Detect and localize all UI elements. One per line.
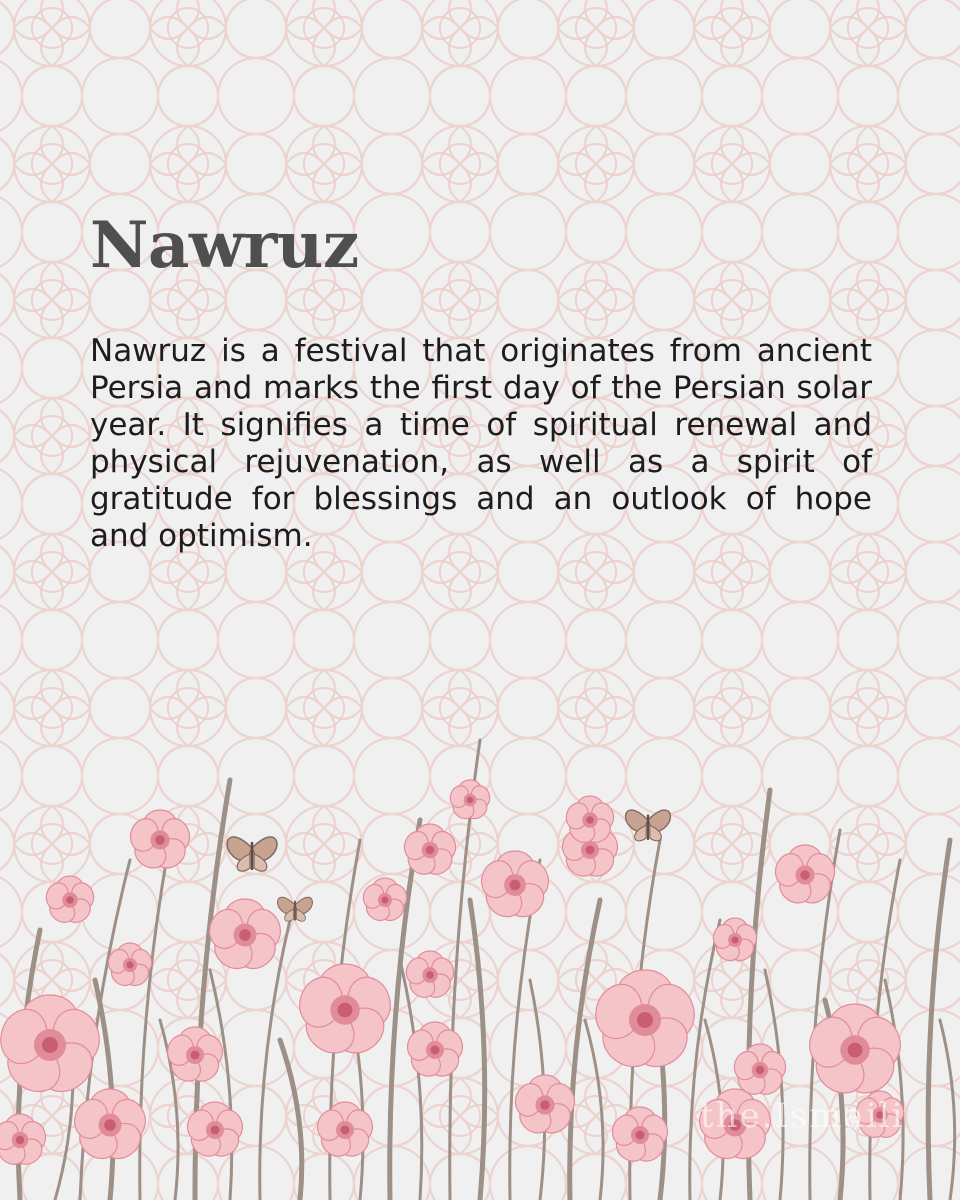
brand-watermark: the.Ismaili [700,1096,905,1136]
grass-stem [390,820,420,1200]
pink-flower [293,964,396,1062]
grass-stem [585,1020,603,1200]
pink-flower [126,810,193,874]
grass-stem [940,1020,955,1200]
butterfly-icon [626,810,671,841]
pink-flower [477,851,553,923]
butterfly-icon [278,897,313,921]
butterfly-icon [227,837,277,871]
grass-stem [470,900,485,1200]
pink-flower [589,970,701,1077]
pink-flower [105,943,154,990]
pink-flower [448,780,493,823]
page-title: Nawruz [90,208,359,283]
pink-flower [314,1102,377,1162]
pink-flower [403,951,457,1002]
grass-stem [885,980,903,1200]
grass-stem [570,900,600,1200]
pink-flower [43,876,97,927]
pink-flower [205,899,286,976]
pink-flower [803,1004,906,1102]
description-paragraph: Nawruz is a festival that originates from ancient Persia and marks the first day of the Persian solar year. It signifies a time of spiritual renewal and physical rejuvenation, as well as a spirit of gratitude for blessings and an outlook of hope and optimism. [90,333,872,554]
pink-flower [360,878,409,925]
grass-stem [280,1040,302,1200]
grass-stem [140,840,170,1200]
grass-stem [210,970,232,1200]
pink-flower [0,1114,49,1169]
